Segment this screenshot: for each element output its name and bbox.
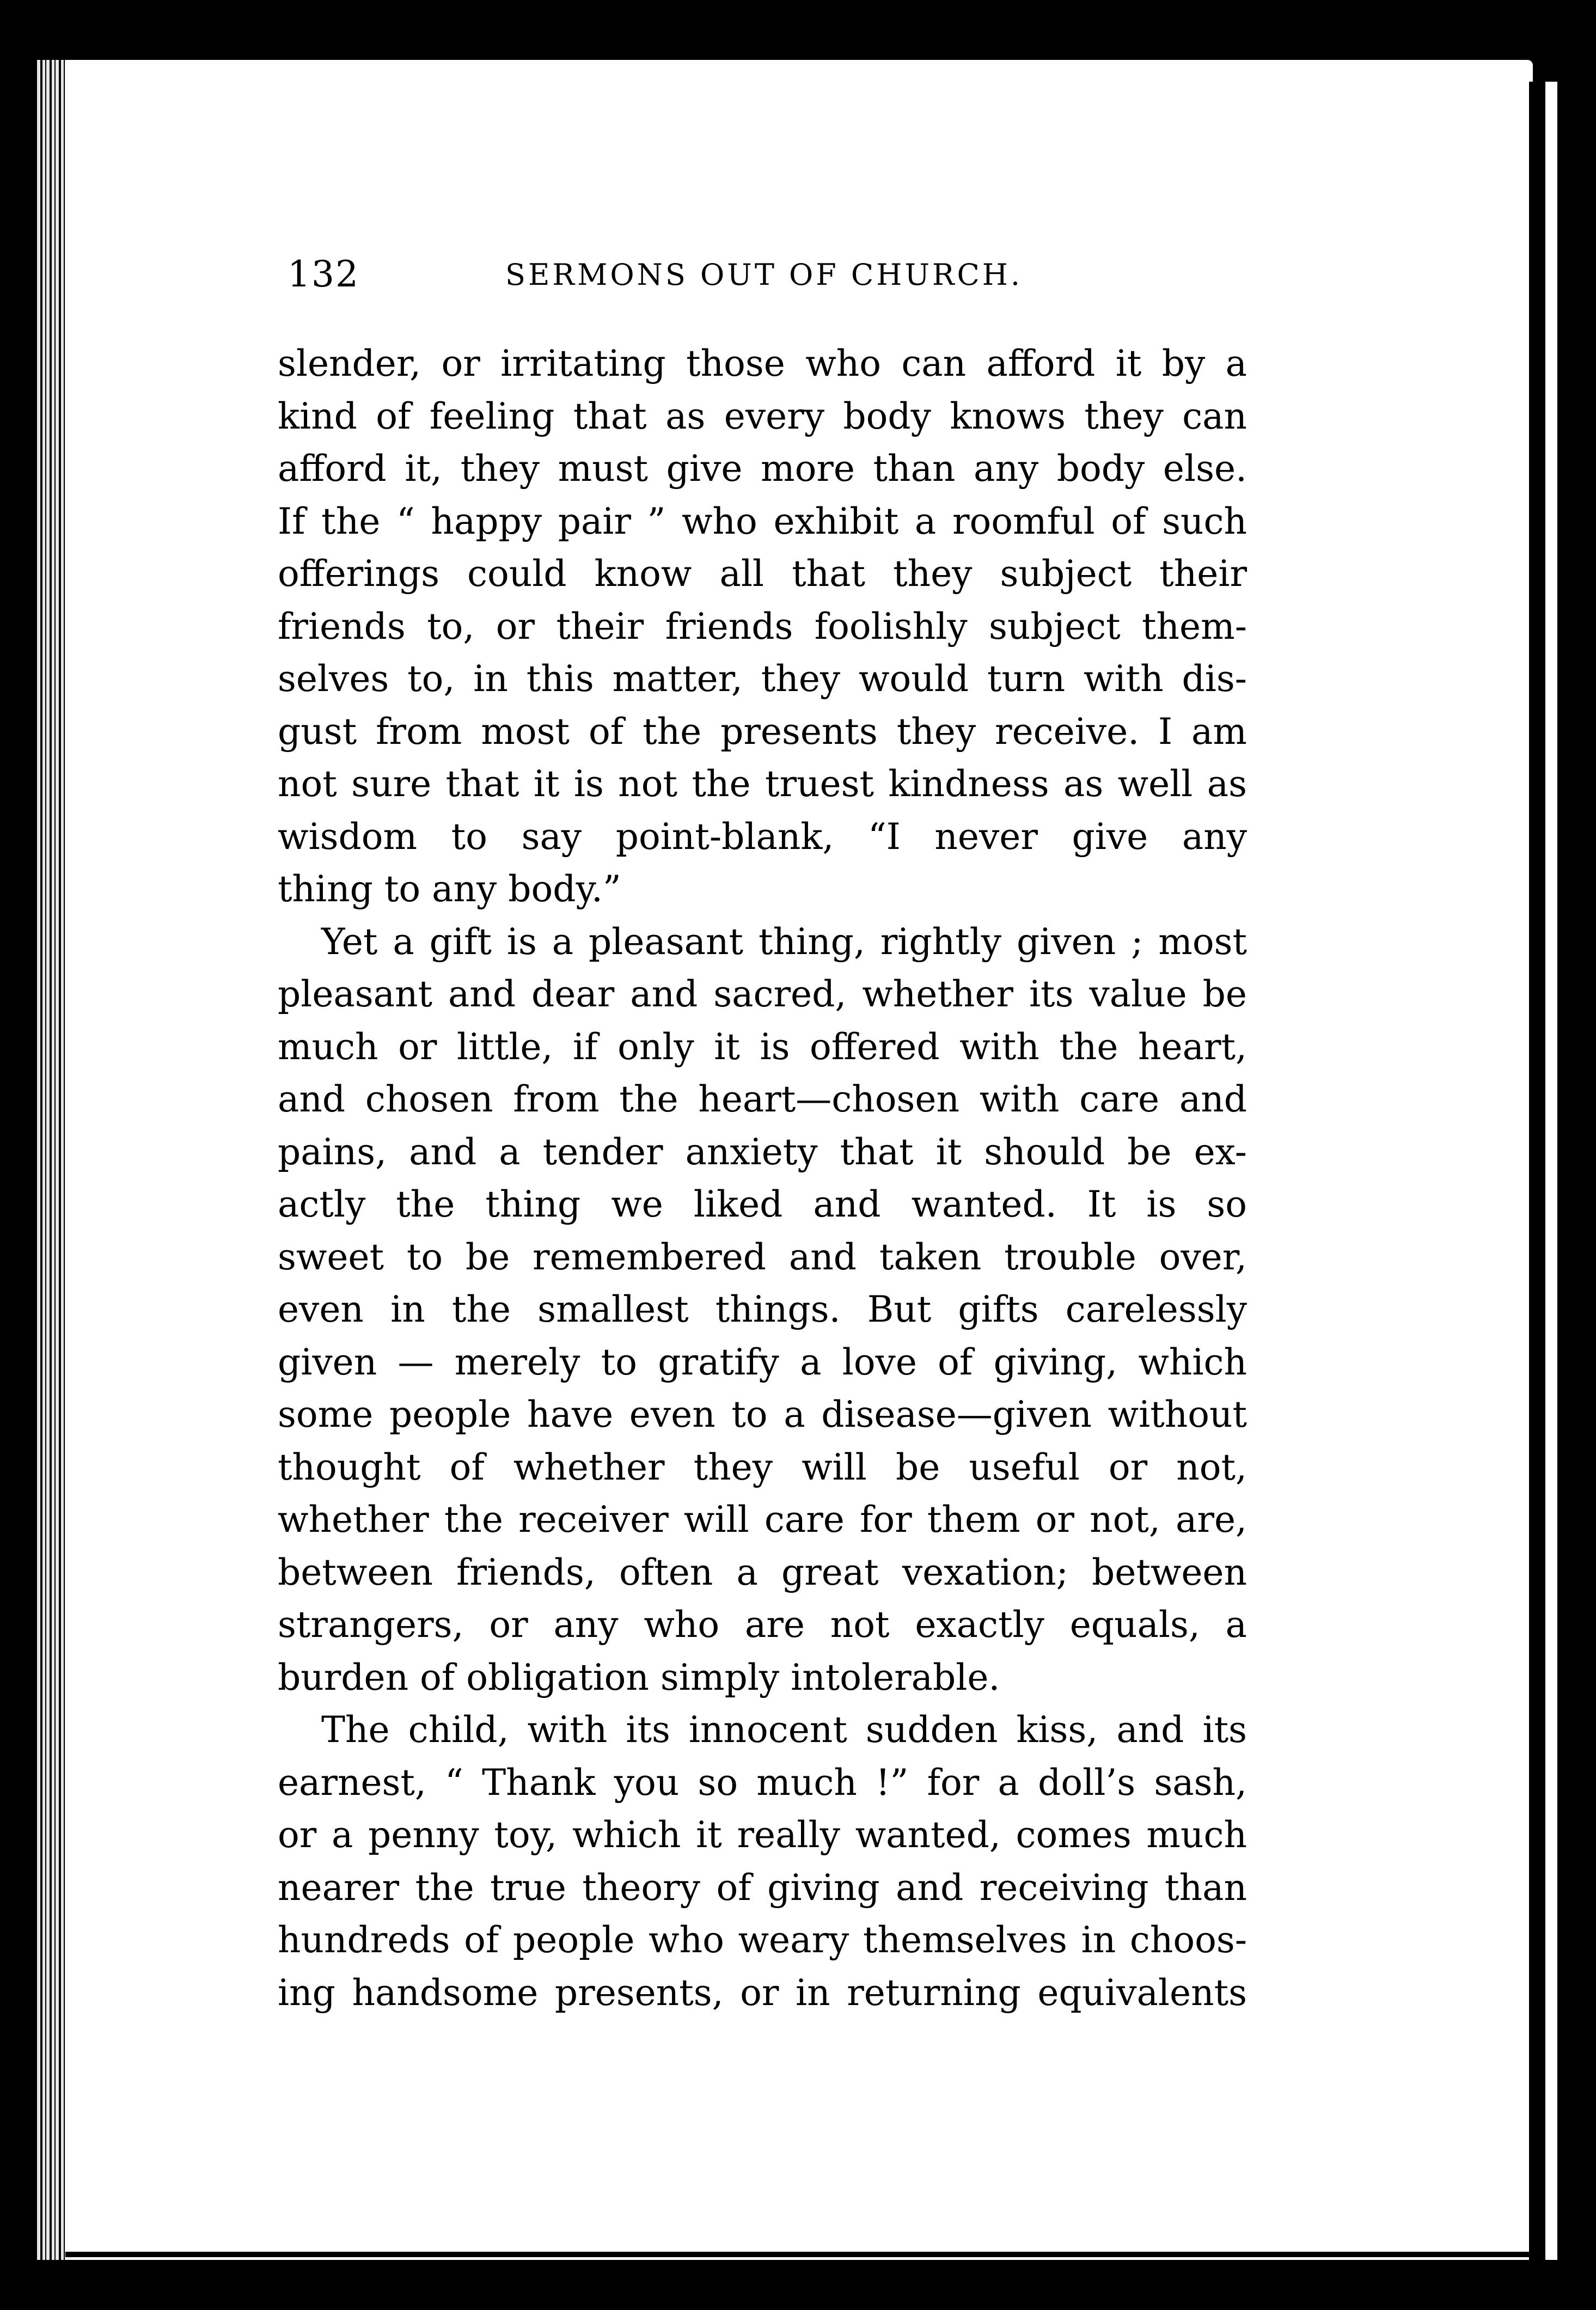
text-line: Yet a gift is a pleasant thing, rightly given ; most	[321, 920, 1247, 963]
page-edge-shadow	[1529, 82, 1545, 2260]
book-binding-edge	[37, 60, 70, 2260]
text-line: If the “ happy pair ” who exhibit a roomful of such	[278, 500, 1247, 542]
text-line: gust from most of the presents they receive. I am	[278, 710, 1247, 753]
text-line: wisdom to say point-blank, “I never give any	[278, 815, 1247, 858]
text-line: kind of feeling that as every body knows they can	[278, 395, 1247, 437]
text-line: even in the smallest things. But gifts carelessly	[278, 1288, 1247, 1330]
text-line: slender, or irritating those who can afford it by a	[278, 343, 1247, 384]
text-line: not sure that it is not the truest kindness as well as	[278, 763, 1247, 805]
text-line: The child, with its innocent sudden kiss, and its	[321, 1709, 1247, 1751]
text-line: burden of obligation simply intolerable.	[278, 1656, 1000, 1698]
page-bottom-edge	[65, 2252, 1533, 2257]
text-line: actly the thing we liked and wanted. It is so	[278, 1183, 1247, 1225]
text-line: friends to, or their friends foolishly subject them-	[278, 605, 1247, 647]
text-line: selves to, in this matter, they would turn with dis-	[278, 658, 1247, 700]
paragraph-1	[278, 338, 1247, 916]
body-text	[278, 338, 1247, 2019]
text-line: offerings could know all that they subject their	[278, 553, 1247, 595]
text-line: given — merely to gratify a love of giving, which	[278, 1341, 1247, 1383]
paragraph-2	[278, 916, 1247, 1704]
text-line: much or little, if only it is offered with the heart,	[278, 1025, 1247, 1068]
text-line: afford it, they must give more than any body else.	[278, 448, 1247, 490]
text-line: ing handsome presents, or in returning equivalents	[278, 1971, 1247, 2014]
text-line: nearer the true theory of giving and receiving than	[278, 1866, 1247, 1909]
text-line: whether the receiver will care for them or not, are,	[278, 1499, 1247, 1541]
text-line: or a penny toy, which it really wanted, comes much	[278, 1814, 1247, 1856]
text-line: and chosen from the heart—chosen with care and	[278, 1078, 1247, 1120]
text-line: pains, and a tender anxiety that it should be ex-	[278, 1130, 1247, 1173]
text-line: some people have even to a disease—given without	[278, 1394, 1247, 1435]
text-line: earnest, “ Thank you so much !” for a doll’s sash,	[278, 1761, 1247, 1804]
next-page-edge	[1545, 82, 1557, 2260]
text-line: pleasant and dear and sacred, whether its value be	[278, 973, 1247, 1015]
text-line: strangers, or any who are not exactly equals, a	[278, 1604, 1247, 1646]
running-head-title: SERMONS OUT OF CHURCH.	[505, 258, 1023, 292]
text-line: hundreds of people who weary themselves in choos-	[278, 1919, 1247, 1961]
page-number: 132	[288, 253, 359, 295]
paragraph-3	[278, 1704, 1247, 2019]
running-header	[288, 253, 1235, 302]
text-line: thought of whether they will be useful or not,	[278, 1446, 1247, 1488]
text-line: sweet to be remembered and taken trouble over,	[278, 1236, 1247, 1278]
text-line: between friends, often a great vexation; between	[278, 1551, 1247, 1593]
text-line: thing to any body.”	[278, 868, 621, 910]
